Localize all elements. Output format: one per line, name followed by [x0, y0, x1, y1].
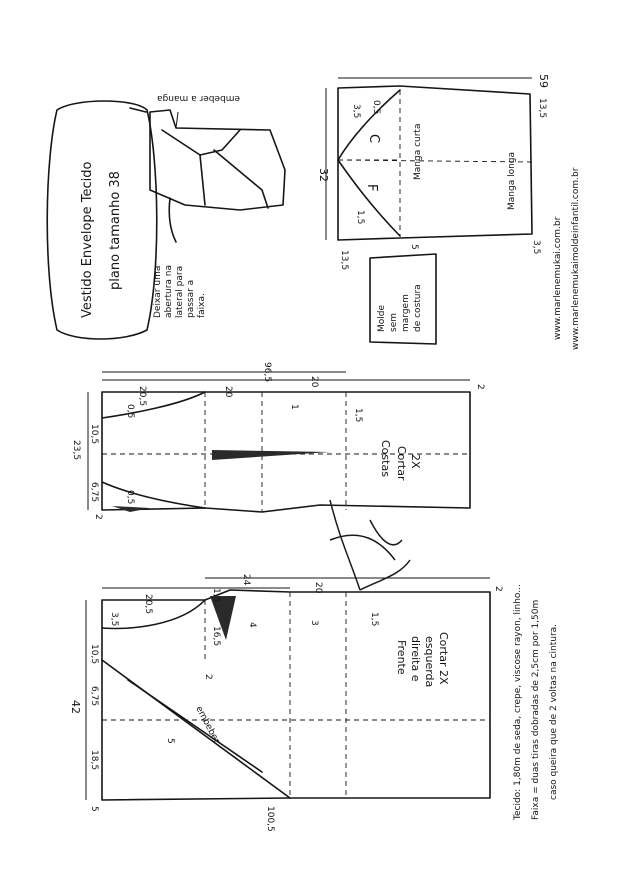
sleeve-short-line: Manga curta [413, 123, 423, 180]
back-dim-2: 20 [223, 386, 233, 398]
back-dim-3: 96,5 [262, 362, 272, 383]
front-embeber: embeber [193, 704, 222, 746]
sleeve-width: 59 [537, 74, 550, 88]
molde-note [370, 254, 436, 344]
back-dim-7: 10,5 [89, 424, 99, 445]
molde-line-3: margem [401, 294, 411, 332]
sleeve-dim-3: 1,5 [355, 210, 365, 225]
title-line-1: Vestido Envelope Tecido [80, 161, 95, 318]
front-dim-10: 2 [493, 586, 503, 592]
back-dim-13: 1,5 [353, 408, 363, 423]
sleeve-dim-2: 3,5 [351, 104, 361, 119]
sleeve-height: 32 [317, 168, 330, 182]
front-dim-12: 2 [203, 674, 213, 680]
sleeve-pattern [317, 74, 550, 270]
front-dim-3: 6,75 [89, 686, 99, 707]
fabric-note-1: Tecido: 1,80m de seda, crepe, viscose rayon, linho... [513, 584, 523, 820]
front-label-2: direita e [409, 636, 422, 682]
back-dim-11: 0,5 [125, 490, 135, 505]
back-pattern [71, 362, 485, 520]
front-dim-15: 1,5 [369, 612, 379, 627]
sketch-top-note: embeber a manga [157, 93, 240, 103]
website-2: www.marlenemukaimoldeinfantil.com.br [571, 167, 581, 350]
back-dim-5: 2 [475, 384, 485, 390]
fabric-note-3: caso queira que de 2 voltas na cintura. [549, 623, 559, 800]
front-pattern [69, 574, 503, 832]
front-dim-1: 42 [69, 700, 82, 714]
sketch-side-note-1: Deixar uma [153, 265, 163, 318]
front-dim-16: 5 [165, 738, 175, 744]
front-dim-5: 3,5 [109, 612, 119, 627]
sleeve-label-f: F [364, 184, 379, 192]
front-dim-6: 20,5 [143, 594, 153, 615]
molde-line-4: de costura [413, 284, 423, 332]
sketch-side-note-5: faixa. [197, 293, 207, 318]
front-dim-8: 24 [241, 574, 251, 586]
sketch-side-note-2: abertura na [164, 265, 174, 318]
back-dim-6: 23,5 [71, 440, 81, 461]
title-block [47, 101, 157, 339]
molde-line-2: sem [389, 313, 399, 332]
front-dim-18: 100,5 [265, 806, 275, 832]
back-dim-9: 2 [93, 514, 103, 520]
sleeve-label-c: C [366, 134, 381, 144]
back-dim-10: 0,5 [125, 404, 135, 419]
dress-sketch [130, 93, 285, 318]
back-label-1: Costas [379, 440, 392, 477]
sleeve-dim-4: 13,5 [339, 250, 349, 271]
back-label-3: 2X [409, 454, 422, 469]
sleeve-long-line: Manga longa [507, 151, 517, 210]
back-dim-12: 1 [289, 404, 299, 410]
front-dim-11: 16,5 [211, 626, 221, 647]
front-dim-17: 5 [89, 806, 99, 812]
sleeve-dim-5: 5 [409, 244, 419, 250]
front-dim-2: 18,5 [89, 750, 99, 771]
sleeve-dim-1: 0,5 [371, 100, 381, 115]
title-line-2: plano tamanho 38 [108, 171, 123, 290]
back-dim-4: 20 [309, 376, 319, 388]
sleeve-dim-6: 3,5 [531, 240, 541, 255]
sketch-side-note-3: lateral para [175, 265, 185, 318]
website-1: www.marlenemukai.com.br [553, 216, 563, 340]
sleeve-dim-7: 13,5 [537, 98, 547, 119]
fabric-note-2: Faixa = duas tiras dobradas de 2,5cm por 1,50m [531, 599, 541, 820]
front-label-3: esquerda [423, 636, 436, 688]
front-label-1: Frente [395, 640, 408, 675]
front-dim-13: 4 [247, 622, 257, 628]
front-dim-14: 3 [309, 620, 319, 626]
front-label-4: Cortar 2X [437, 632, 450, 685]
molde-line-1: Molde [377, 304, 387, 332]
back-dim-1: 20,5 [137, 386, 147, 407]
back-dim-8: 6,75 [89, 482, 99, 503]
back-label-2: Cortar [395, 446, 408, 481]
front-dim-9: 20 [313, 582, 323, 594]
front-dim-7: 1,5 [211, 588, 221, 603]
sketch-side-note-4: passar a [186, 279, 196, 318]
front-dim-4: 10,5 [89, 644, 99, 665]
